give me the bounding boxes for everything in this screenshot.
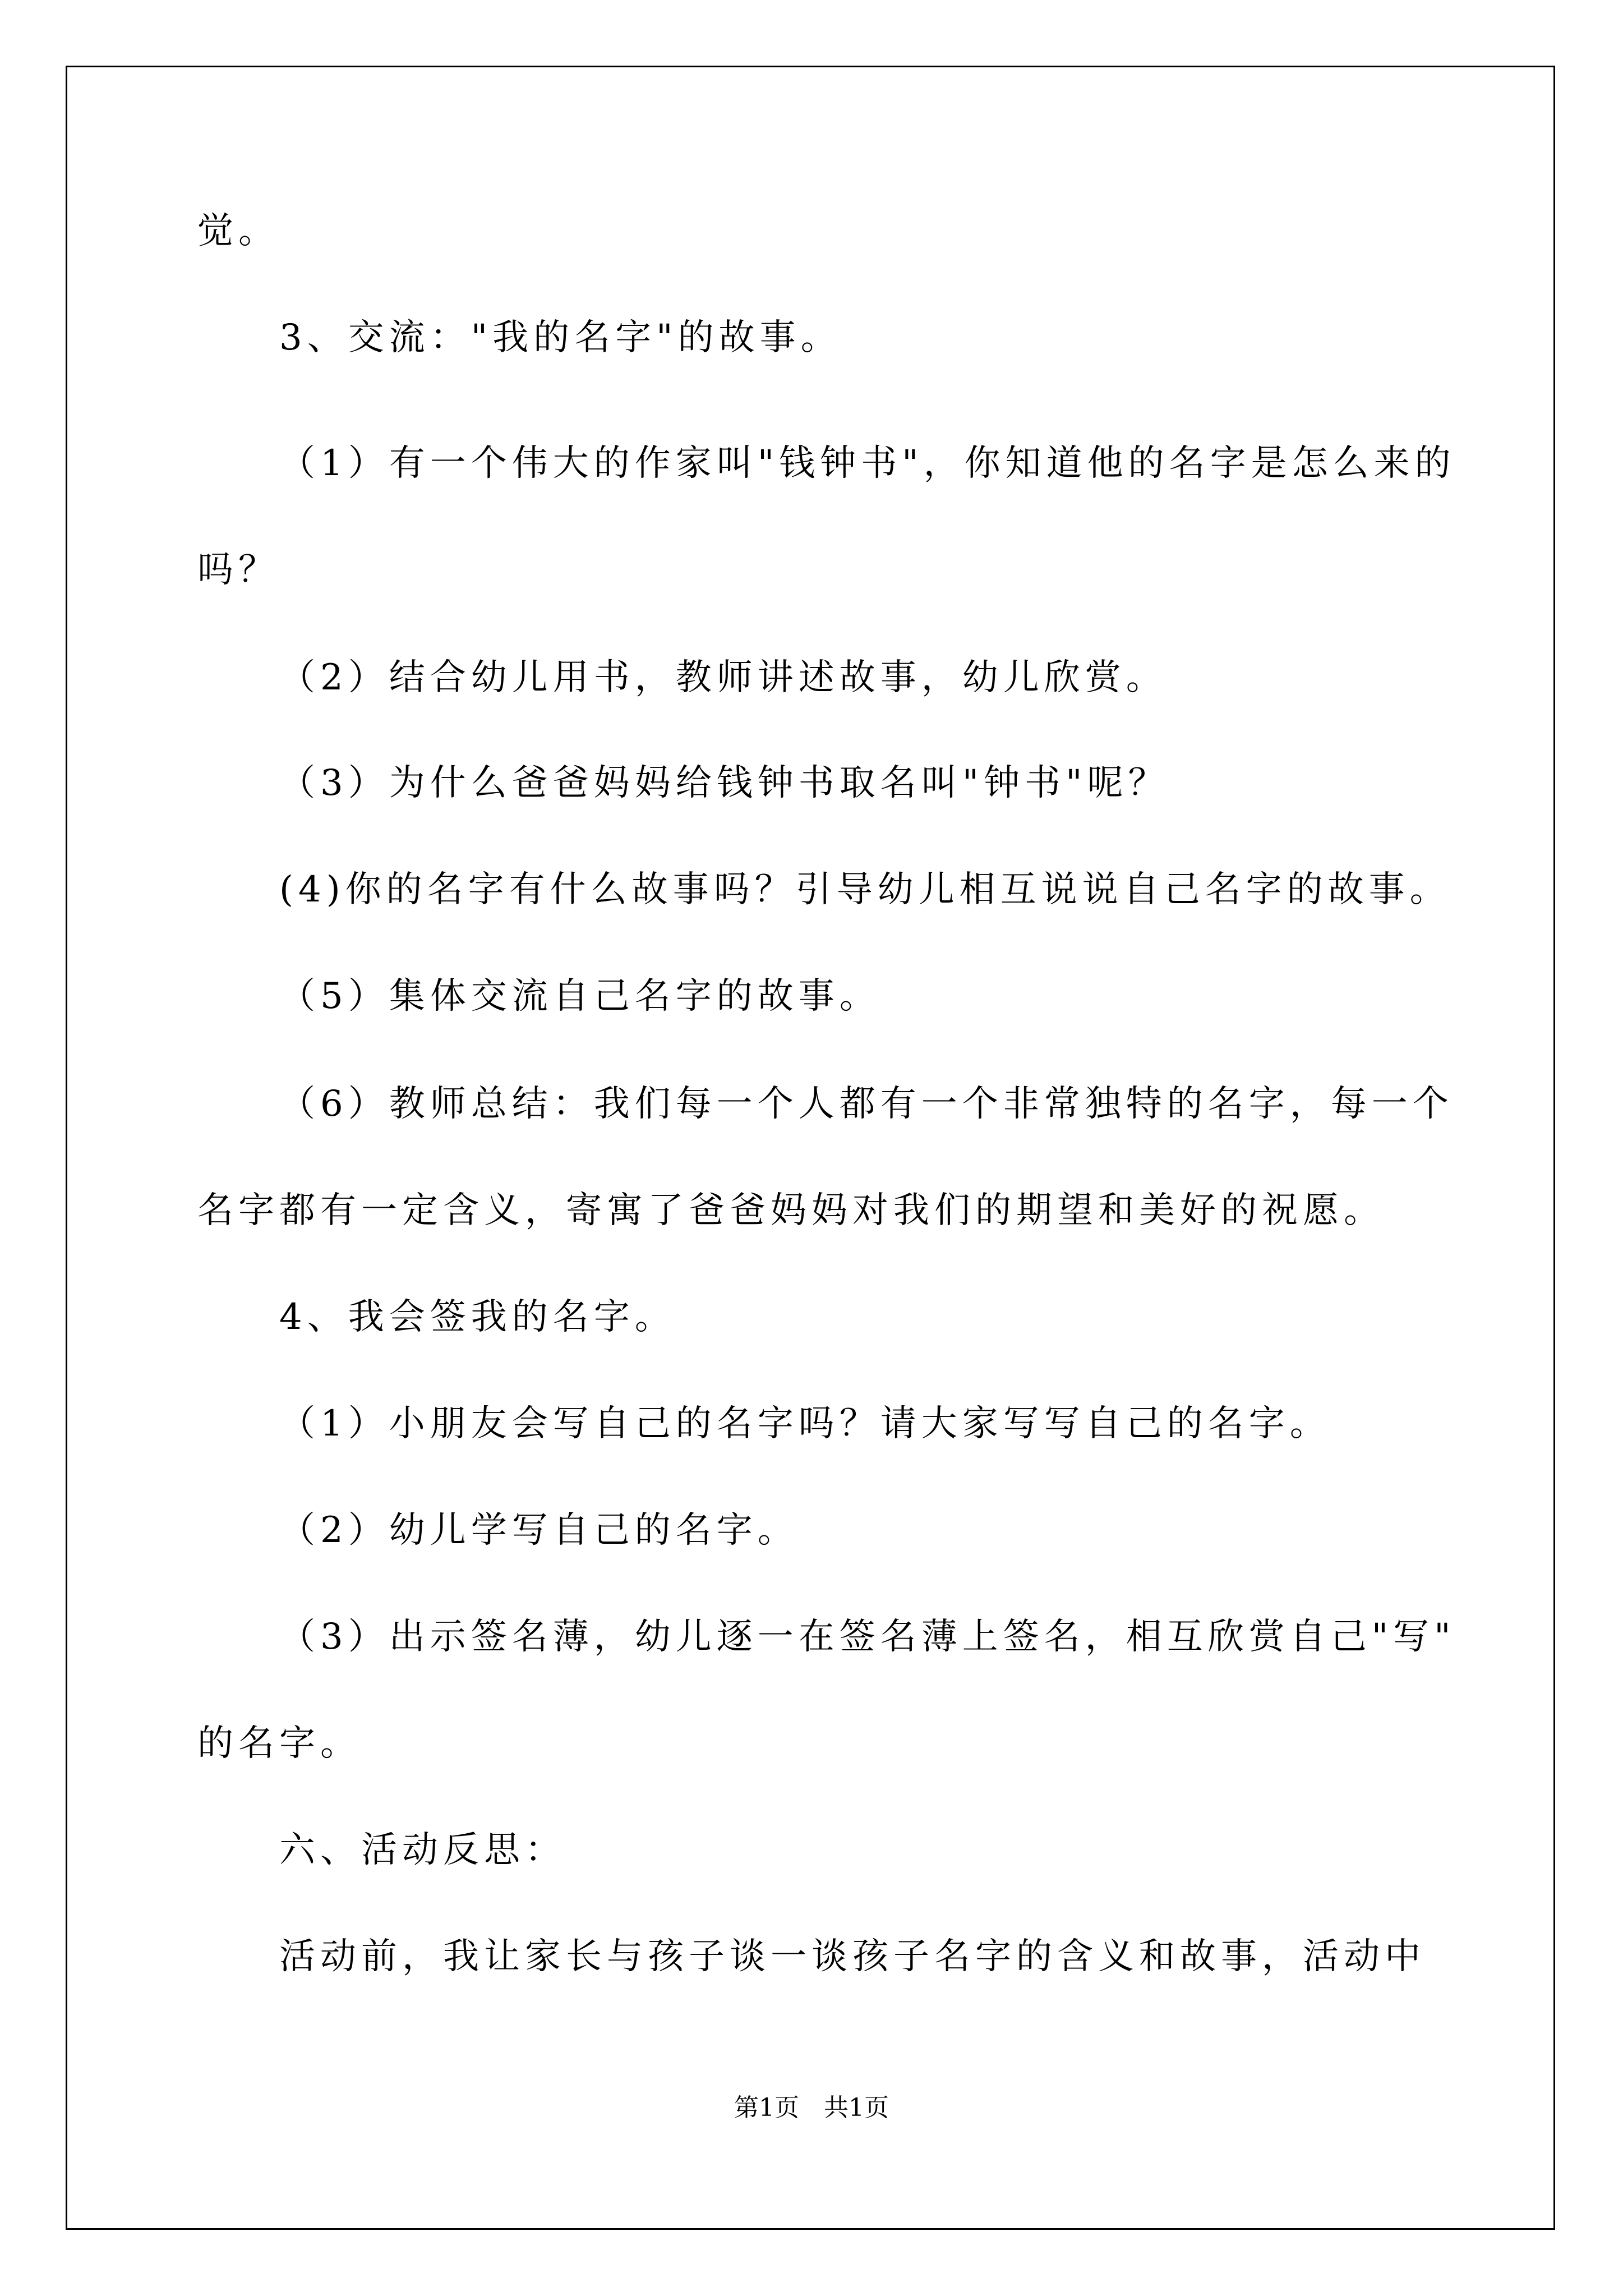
page-footer bbox=[0, 2092, 1623, 2124]
text-line: 吗？ bbox=[197, 549, 279, 591]
text-line: 六、活动反思： bbox=[279, 1829, 566, 1871]
text-line: （3）为什么爸爸妈妈给钱钟书取名叫"钟书"呢？ bbox=[279, 762, 1169, 804]
text-line: 名字都有一定含义，寄寓了爸爸妈妈对我们的期望和美好的祝愿。 bbox=[197, 1190, 1385, 1231]
text-line: 4、我会签我的名字。 bbox=[279, 1296, 676, 1338]
page-border bbox=[66, 66, 1555, 2230]
text-line: （1）小朋友会写自己的名字吗？请大家写写自己的名字。 bbox=[279, 1403, 1331, 1444]
text-line: （1）有一个伟大的作家叫"钱钟书"，你知道他的名字是怎么来的 bbox=[279, 443, 1456, 484]
text-line: （2）幼儿学写自己的名字。 bbox=[279, 1510, 799, 1551]
text-line: （5）集体交流自己名字的故事。 bbox=[279, 976, 880, 1017]
page-number: 第1页 bbox=[734, 2093, 799, 2122]
text-line: 的名字。 bbox=[197, 1723, 361, 1764]
text-line: （2）结合幼儿用书，教师讲述故事，幼儿欣赏。 bbox=[279, 657, 1167, 698]
text-line: （6）教师总结：我们每一个人都有一个非常独特的名字，每一个 bbox=[279, 1083, 1454, 1125]
text-line: 3、交流："我的名字"的故事。 bbox=[279, 317, 842, 358]
text-line: 活动前，我让家长与孩子谈一谈孩子名字的含义和故事，活动中 bbox=[279, 1936, 1426, 1977]
text-line: 觉。 bbox=[197, 210, 279, 252]
text-line: (4)你的名字有什么故事吗？引导幼儿相互说说自己名字的故事。 bbox=[279, 869, 1451, 910]
text-line: （3）出示签名薄，幼儿逐一在签名薄上签名，相互欣赏自己"写" bbox=[279, 1616, 1456, 1658]
page-total: 共1页 bbox=[824, 2093, 889, 2122]
